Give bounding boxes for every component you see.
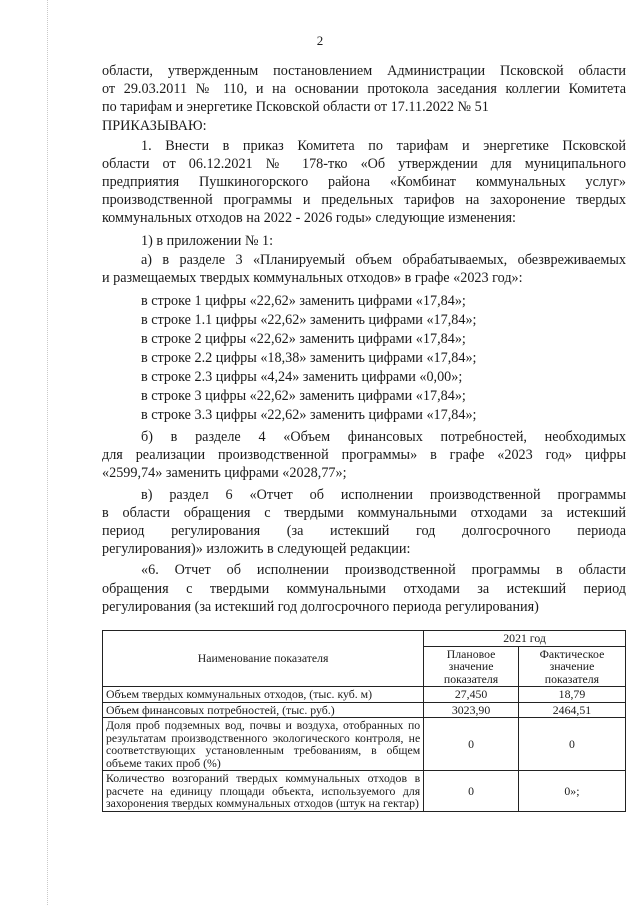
v-line-2: в области обращения с твердыми коммунальными отходами за истекший (102, 505, 626, 521)
a-line-1: а) в разделе 3 «Планируемый объем обрабатываемых, обезвреживаемых (141, 252, 626, 268)
row-change-5: в строке 2.3 цифры «4,24» заменить цифрами «0,00»; (141, 369, 463, 385)
row-change-4: в строке 2.2 цифры «18,38» заменить цифрами «17,84»; (141, 350, 477, 366)
row-name: Количество возгораний твердых коммунальных отходов в расчете на единицу площади объекта, используемого для захоронения твердых коммунальных отходов (штук на гектар) (103, 771, 424, 812)
table-row (103, 687, 626, 703)
b-line-3: «2599,74» заменить цифрами «2028,77»; (102, 465, 347, 481)
row-change-1: в строке 1 цифры «22,62» заменить цифрами «17,84»; (141, 293, 466, 309)
row-plan: 27,450 (424, 687, 519, 703)
subitem-1: 1) в приложении № 1: (141, 233, 274, 249)
header-fact: Фактическое значение показателя (518, 646, 625, 687)
table-row (103, 718, 626, 771)
row-fact: 18,79 (518, 687, 625, 703)
row-fact: 0 (518, 718, 625, 771)
item1-line-5: коммунальных отходов на 2022 - 2026 годы» следующие изменения: (102, 210, 516, 226)
section6-line-2: обращения с твердыми коммунальными отходами за истекший период (102, 581, 626, 597)
row-name: Доля проб подземных вод, почвы и воздуха, отобранных по результатам производственного экологического контроля, не соответствующих установленным требованиям, в общем объеме таких проб (%) (103, 718, 424, 771)
row-change-6: в строке 3 цифры «22,62» заменить цифрами «17,84»; (141, 388, 466, 404)
section6-line-3: регулирования (за истекший год долгосрочного периода регулирования) (102, 599, 539, 615)
section6-line-1: «6. Отчет об исполнении производственной программы в области (141, 562, 626, 578)
a-line-2: и размещаемых твердых коммунальных отходов» в графе «2023 год»: (102, 270, 523, 286)
row-change-3: в строке 2 цифры «22,62» заменить цифрами «17,84»; (141, 331, 466, 347)
intro-line-3: по тарифам и энергетике Псковской области от 17.11.2022 № 51 (102, 99, 489, 115)
row-fact: 0»; (518, 771, 625, 812)
scan-edge-line (47, 0, 49, 905)
item1-line-3: предприятия Пушкиногорского района «Комбинат коммунальных услуг» (102, 174, 626, 190)
header-year: 2021 год (424, 631, 626, 647)
v-line-3: период регулирования (за истекший год долгосрочного периода (102, 523, 626, 539)
order-word: ПРИКАЗЫВАЮ: (102, 118, 207, 134)
row-plan: 0 (424, 718, 519, 771)
v-line-4: регулирования)» изложить в следующей редакции: (102, 541, 411, 557)
row-name: Объем финансовых потребностей, (тыс. руб.) (103, 702, 424, 718)
intro-line-2: от 29.03.2011 № 110, и на основании протокола заседания коллегии Комитета (102, 81, 626, 97)
v-line-1: в) раздел 6 «Отчет об исполнении производственной программы (141, 487, 626, 503)
table-row (103, 771, 626, 812)
report-table (102, 630, 626, 812)
row-name: Объем твердых коммунальных отходов, (тыс. куб. м) (103, 687, 424, 703)
page-number: 2 (316, 33, 324, 48)
item1-line-4: производственной программы и предельных тарифов на захоронение твердых (102, 192, 626, 208)
row-fact: 2464,51 (518, 702, 625, 718)
row-plan: 0 (424, 771, 519, 812)
row-change-7: в строке 3.3 цифры «22,62» заменить цифрами «17,84»; (141, 407, 477, 423)
item1-line-2: области от 06.12.2021 № 178-тко «Об утверждении для муниципального (102, 156, 626, 172)
header-name: Наименование показателя (103, 631, 424, 687)
item1-line-1: 1. Внести в приказ Комитета по тарифам и энергетике Псковской (141, 138, 626, 154)
intro-line-1: области, утвержденным постановлением Администрации Псковской области (102, 63, 626, 79)
table-row (103, 702, 626, 718)
b-line-2: для реализации производственной программы» в графе «2023 год» цифры (102, 447, 626, 463)
row-plan: 3023,90 (424, 702, 519, 718)
header-plan: Плановое значение показателя (424, 646, 519, 687)
b-line-1: б) в разделе 4 «Объем финансовых потребностей, необходимых (141, 429, 626, 445)
row-change-2: в строке 1.1 цифры «22,62» заменить цифрами «17,84»; (141, 312, 477, 328)
